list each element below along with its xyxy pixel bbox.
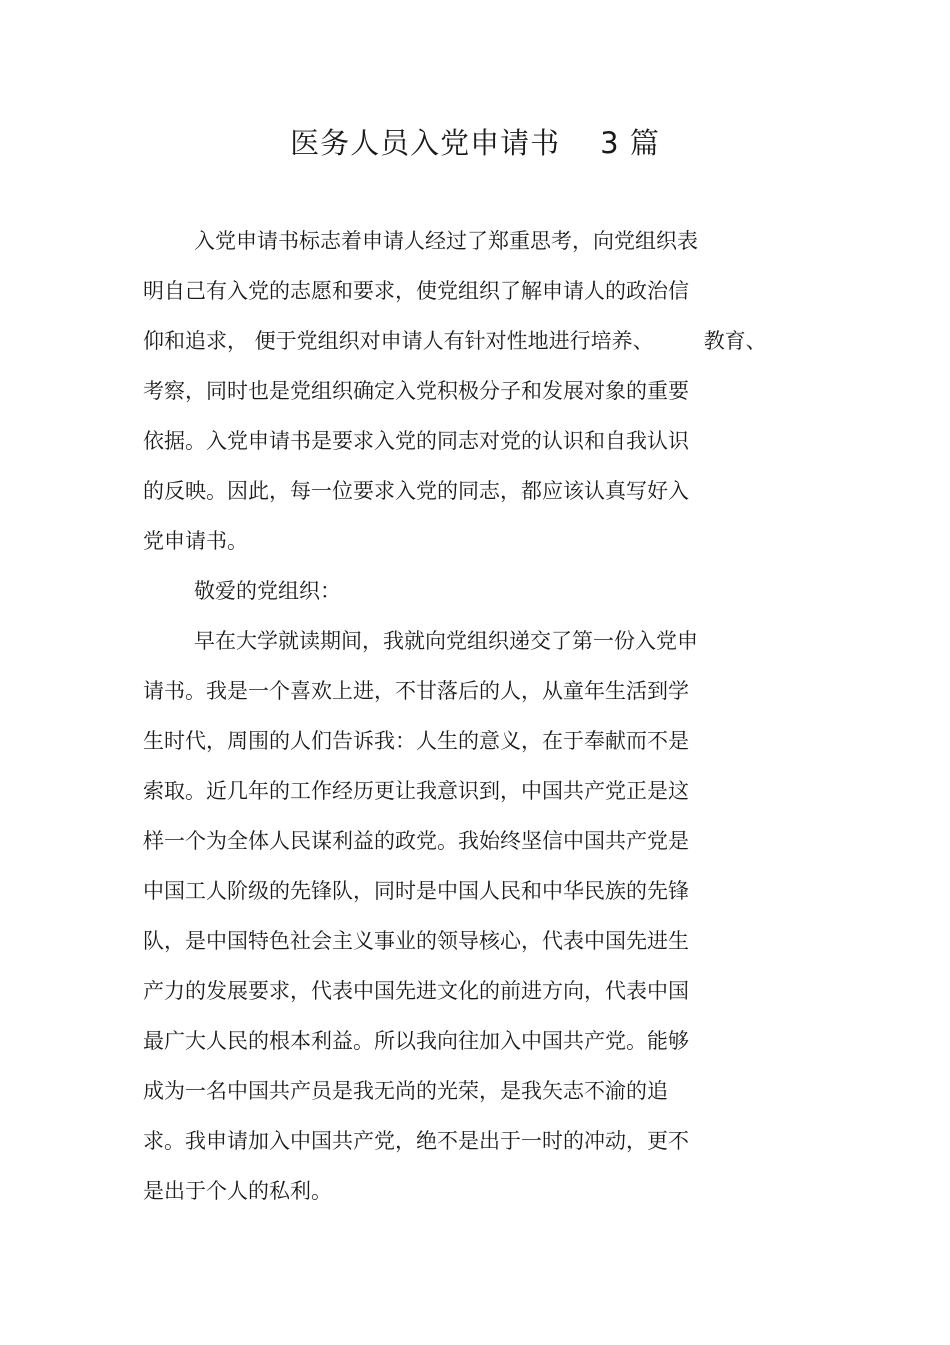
intro-line: 考察，同时也是党组织确定入党积极分子和发展对象的重要 [143, 379, 689, 403]
title-main: 医务人员入党申请书 [290, 126, 561, 160]
letter-line: 请书。我是一个喜欢上进，不甘落后的人，从童年生活到学 [143, 679, 689, 703]
intro-line-tail: 教育、 [703, 329, 767, 353]
letter-line: 生时代，周围的人们告诉我：人生的意义，在于奉献而不是 [143, 729, 689, 753]
letter-line: 最广大人民的根本利益。所以我向往加入中国共产党。能够 [143, 1029, 689, 1053]
intro-line: 仰和追求， 便于党组织对申请人有针对性地进行培养、 [143, 329, 654, 353]
letter-line: 产力的发展要求，代表中国先进文化的前进方向，代表中国 [143, 979, 689, 1003]
letter-salutation: 敬爱的党组织： [194, 579, 341, 603]
intro-line: 依据。入党申请书是要求入党的同志对党的认识和自我认识 [143, 429, 689, 453]
intro-line-with-tail [143, 316, 767, 366]
letter-line: 成为一名中国共产员是我无尚的光荣，是我矢志不渝的追 [143, 1079, 668, 1103]
letter-line: 早在大学就读期间，我就向党组织递交了第一份入党申 [194, 629, 698, 653]
intro-line: 的反映。因此，每一位要求入党的同志，都应该认真写好入 [143, 479, 689, 503]
letter-line: 索取。近几年的工作经历更让我意识到，中国共产党正是这 [143, 779, 689, 803]
letter-line: 中国工人阶级的先锋队，同时是中国人民和中华民族的先锋 [143, 879, 689, 903]
letter-line: 队，是中国特色社会主义事业的领导核心，代表中国先进生 [143, 929, 689, 953]
intro-line: 明自己有入党的志愿和要求，使党组织了解申请人的政治信 [143, 279, 689, 303]
intro-line: 入党申请书标志着申请人经过了郑重思考，向党组织表 [194, 229, 698, 253]
title-count: 3 篇 [600, 126, 660, 160]
letter-line: 样一个为全体人民谋利益的政党。我始终坚信中国共产党是 [143, 829, 689, 853]
letter-line: 求。我申请加入中国共产党，绝不是出于一时的冲动，更不 [143, 1129, 689, 1153]
intro-line: 党申请书。 [143, 529, 248, 553]
letter-line: 是出于个人的私利。 [143, 1179, 332, 1203]
document-title [0, 118, 950, 168]
